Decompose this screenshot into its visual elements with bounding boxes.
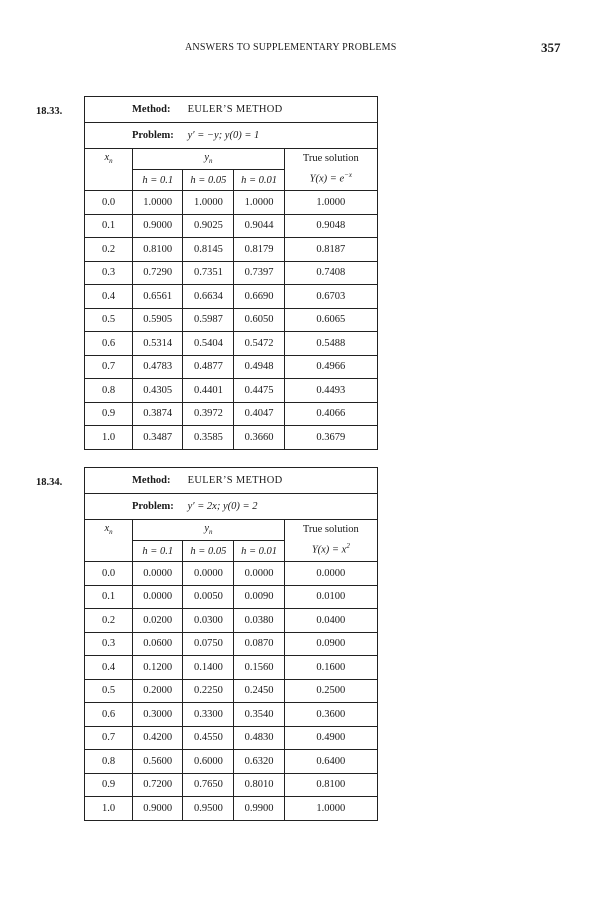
- table-cell: 0.0000: [183, 562, 234, 586]
- table-cell: 0.0750: [183, 632, 234, 656]
- step-size-header: h = 0.1: [133, 170, 183, 191]
- table-row: [85, 632, 378, 656]
- method-row: [85, 468, 378, 494]
- table-cell: 0.0090: [234, 585, 284, 609]
- table-cell: 0.6320: [234, 750, 284, 774]
- table-cell: 0.3660: [234, 426, 284, 450]
- true-solution-formula: $Y(x) = x^2$: [311, 542, 350, 556]
- step-size-header: h = 0.05: [183, 170, 234, 191]
- table-cell: 0.6065: [284, 308, 377, 332]
- table-cell: 0.8145: [183, 238, 234, 262]
- table-cell: 0.5488: [284, 332, 377, 356]
- table-cell: 0.5: [85, 679, 133, 703]
- table-cell: 0.6703: [284, 285, 377, 309]
- table-cell: 0.0870: [234, 632, 284, 656]
- method-value: EULER’S METHOD: [187, 475, 283, 486]
- table-cell: 0.4783: [133, 355, 183, 379]
- table-cell: 0.7650: [183, 773, 234, 797]
- table-row: [85, 379, 378, 403]
- table-cell: 0.9000: [133, 797, 183, 821]
- running-header: [0, 42, 610, 56]
- table-cell: 0.2250: [183, 679, 234, 703]
- table-cell: 0.0: [85, 191, 133, 215]
- problem-equation: y′ = −y; y(0) = 1: [187, 130, 260, 141]
- table-row: [85, 332, 378, 356]
- results-table: [84, 96, 378, 450]
- table-cell: 0.4401: [183, 379, 234, 403]
- table-row: [85, 238, 378, 262]
- table-row: [85, 609, 378, 633]
- step-size-header: h = 0.1: [133, 541, 183, 562]
- step-size-header: h = 0.05: [183, 541, 234, 562]
- table-cell: 0.0000: [284, 562, 377, 586]
- page-number: 357: [541, 40, 561, 55]
- table-cell: 0.9500: [183, 797, 234, 821]
- table-cell: 0.4200: [133, 726, 183, 750]
- table-row: [85, 191, 378, 215]
- x-column-header: $x_n$: [85, 520, 133, 562]
- table-cell: 0.5987: [183, 308, 234, 332]
- table-cell: 0.3585: [183, 426, 234, 450]
- table-cell: 0.4: [85, 285, 133, 309]
- table-cell: 0.2500: [284, 679, 377, 703]
- table-row: [85, 426, 378, 450]
- table-cell: 0.3679: [284, 426, 377, 450]
- table-cell: 0.5905: [133, 308, 183, 332]
- table-row: [85, 585, 378, 609]
- table-cell: 0.4877: [183, 355, 234, 379]
- table-cell: 0.0400: [284, 609, 377, 633]
- table-cell: 0.8: [85, 379, 133, 403]
- table-cell: 0.3000: [133, 703, 183, 727]
- y-column-header: $y_n$: [133, 520, 284, 541]
- table-cell: 0.1600: [284, 656, 377, 680]
- problem-label: Problem:: [132, 501, 174, 512]
- table-cell: 0.0200: [133, 609, 183, 633]
- table-cell: 0.3874: [133, 402, 183, 426]
- table-row: [85, 679, 378, 703]
- table-cell: 0.8179: [234, 238, 284, 262]
- table-cell: 0.7408: [284, 261, 377, 285]
- table-cell: 0.3972: [183, 402, 234, 426]
- table-cell: 0.7: [85, 726, 133, 750]
- table-cell: 0.8010: [234, 773, 284, 797]
- table-cell: 0.0100: [284, 585, 377, 609]
- table-cell: 0.9: [85, 773, 133, 797]
- table-row: [85, 355, 378, 379]
- running-title: ANSWERS TO SUPPLEMENTARY PROBLEMS: [185, 42, 397, 53]
- method-label: Method:: [132, 104, 171, 115]
- table-cell: 0.5472: [234, 332, 284, 356]
- table-cell: 0.0000: [133, 585, 183, 609]
- table-cell: 0.8: [85, 750, 133, 774]
- table-cell: 0.4475: [234, 379, 284, 403]
- table-cell: 0.3540: [234, 703, 284, 727]
- table-cell: 1.0: [85, 797, 133, 821]
- table-row: [85, 214, 378, 238]
- table-cell: 0.6: [85, 703, 133, 727]
- table-cell: 0.2: [85, 609, 133, 633]
- table-row: [85, 285, 378, 309]
- table-cell: 0.1: [85, 214, 133, 238]
- table-cell: 0.6050: [234, 308, 284, 332]
- table-cell: 0.7397: [234, 261, 284, 285]
- table-cell: 1.0000: [234, 191, 284, 215]
- table-cell: 0.4: [85, 656, 133, 680]
- problem-label: Problem:: [132, 130, 174, 141]
- table-cell: 0.7200: [133, 773, 183, 797]
- table-cell: 1.0000: [183, 191, 234, 215]
- table-cell: 0.1560: [234, 656, 284, 680]
- table-row: [85, 308, 378, 332]
- table-row: [85, 703, 378, 727]
- table-row: [85, 261, 378, 285]
- table-row: [85, 797, 378, 821]
- table-cell: 0.3: [85, 632, 133, 656]
- problem-number: 18.34.: [36, 477, 63, 488]
- method-label: Method:: [132, 475, 171, 486]
- table-cell: 0.9025: [183, 214, 234, 238]
- table-cell: 0.4830: [234, 726, 284, 750]
- table-cell: 1.0: [85, 426, 133, 450]
- step-size-header: h = 0.01: [234, 541, 284, 562]
- table-cell: 0.6634: [183, 285, 234, 309]
- table-cell: 0.4493: [284, 379, 377, 403]
- table-cell: 0.9048: [284, 214, 377, 238]
- table-cell: 0.5404: [183, 332, 234, 356]
- table-cell: 0.8100: [133, 238, 183, 262]
- table-cell: 0.6000: [183, 750, 234, 774]
- table-row: [85, 562, 378, 586]
- table-cell: 0.0: [85, 562, 133, 586]
- table-cell: 0.2: [85, 238, 133, 262]
- table-cell: 0.8187: [284, 238, 377, 262]
- table-cell: 0.4900: [284, 726, 377, 750]
- table-cell: 0.1: [85, 585, 133, 609]
- y-column-header: $y_n$: [133, 149, 284, 170]
- table-cell: 0.7351: [183, 261, 234, 285]
- table-cell: 0.0300: [183, 609, 234, 633]
- table-cell: 0.4966: [284, 355, 377, 379]
- table-cell: 0.0380: [234, 609, 284, 633]
- table-cell: 0.0050: [183, 585, 234, 609]
- table-cell: 0.0000: [234, 562, 284, 586]
- true-solution-formula: $Y(x) = e^{-x}$: [309, 171, 352, 185]
- table-cell: 0.9: [85, 402, 133, 426]
- table-cell: 0.3600: [284, 703, 377, 727]
- table-cell: 0.7290: [133, 261, 183, 285]
- table-cell: 0.6: [85, 332, 133, 356]
- table-cell: 0.0900: [284, 632, 377, 656]
- table-cell: 0.3: [85, 261, 133, 285]
- table-cell: 0.4066: [284, 402, 377, 426]
- table-row: [85, 750, 378, 774]
- table-cell: 1.0000: [133, 191, 183, 215]
- x-column-header: $x_n$: [85, 149, 133, 191]
- table-cell: 0.9044: [234, 214, 284, 238]
- table-cell: 0.3300: [183, 703, 234, 727]
- table-cell: 1.0000: [284, 191, 377, 215]
- table-row: [85, 773, 378, 797]
- table-cell: 0.1400: [183, 656, 234, 680]
- table-cell: 0.4305: [133, 379, 183, 403]
- table-cell: 0.1200: [133, 656, 183, 680]
- table-cell: 0.8100: [284, 773, 377, 797]
- table-row: [85, 656, 378, 680]
- table-cell: 1.0000: [284, 797, 377, 821]
- table-cell: 0.5600: [133, 750, 183, 774]
- table-cell: 0.6561: [133, 285, 183, 309]
- problem-number: 18.33.: [36, 106, 63, 117]
- true-solution-header: [284, 149, 377, 191]
- method-row: [85, 97, 378, 123]
- problem-equation: y′ = 2x; y(0) = 2: [187, 501, 258, 512]
- table-cell: 0.0600: [133, 632, 183, 656]
- problem-row: [85, 123, 378, 149]
- table-cell: 0.4047: [234, 402, 284, 426]
- table-cell: 0.9000: [133, 214, 183, 238]
- table-cell: 0.0000: [133, 562, 183, 586]
- table-cell: 0.4948: [234, 355, 284, 379]
- problem-row: [85, 494, 378, 520]
- table-cell: 0.9900: [234, 797, 284, 821]
- true-solution-label: True solution: [302, 524, 359, 536]
- table-cell: 0.2000: [133, 679, 183, 703]
- table-cell: 0.6400: [284, 750, 377, 774]
- method-value: EULER’S METHOD: [187, 104, 283, 115]
- table-row: [85, 402, 378, 426]
- true-solution-header: [284, 520, 377, 562]
- table-cell: 0.5: [85, 308, 133, 332]
- table-cell: 0.5314: [133, 332, 183, 356]
- results-table: [84, 467, 378, 821]
- step-size-header: h = 0.01: [234, 170, 284, 191]
- table-cell: 0.7: [85, 355, 133, 379]
- table-cell: 0.3487: [133, 426, 183, 450]
- table-row: [85, 726, 378, 750]
- true-solution-label: True solution: [302, 153, 359, 165]
- table-cell: 0.2450: [234, 679, 284, 703]
- table-cell: 0.6690: [234, 285, 284, 309]
- table-cell: 0.4550: [183, 726, 234, 750]
